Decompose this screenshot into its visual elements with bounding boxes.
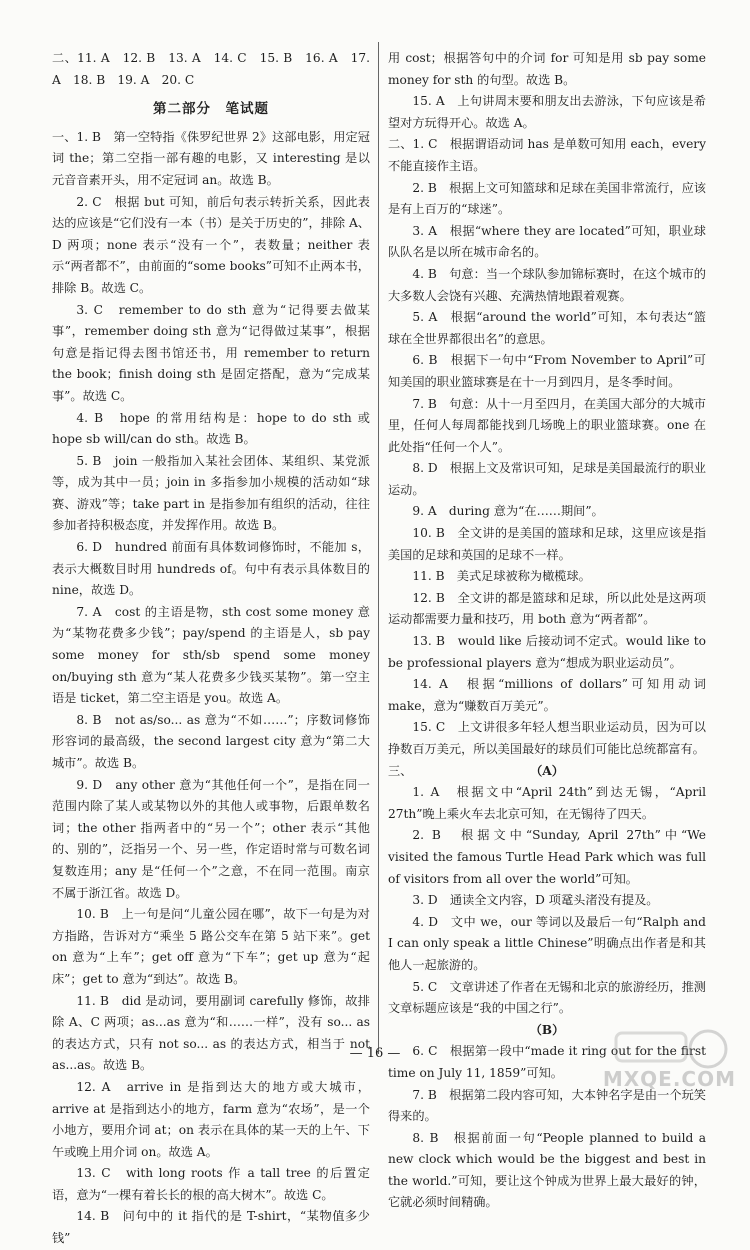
- answer-item: 7. B 句意：从十一月至四月，在美国大部分的大城市里，任何人每周都能找到几场晚上的职业篮球赛。one 在此处指“任何一个人”。: [388, 396, 706, 454]
- answer-item: 14. B 问句中的 it 指代的是 T-shirt，“某物值多少钱”: [52, 1209, 370, 1246]
- answer-item: 10. B 全文讲的是美国的篮球和足球，这里应该是指美国的足球和英国的足球不一样。: [388, 526, 706, 562]
- answer-item: 9. D any other 意为“其他任何一个”，是指在同一范围内除了某人或某物以外的其他人或事物，后跟单数名词；the other 指两者中的“另一个”；other 表示“其他的、别的”，泛指另一个、另一些，作定语时常与可数名词复数连用；any 是“任何一个”之意，不在同一范围。南京不属于浙江省。故选 D。: [52, 777, 370, 900]
- passage-label: （A）: [530, 763, 564, 778]
- answer-item: 2. B 根据文中“Sunday, April 27th”中“We visited the famous Turtle Head Park which was full of visitors from all over the world”可知。: [388, 828, 706, 886]
- page-number: — 16 —: [349, 1046, 401, 1061]
- answer-item: 15. A 上句讲周末要和朋友出去游泳，下句应该是希望对方玩得开心。故选 A。: [388, 94, 706, 130]
- answer-item: 8. B not as/so... as 意为“不如……”；序数词修饰形容词的最高级，the second largest city 意为“第二大城市”。故选 B。: [52, 712, 370, 770]
- answer-item: 二、1. C 根据谓语动词 has 是单数可知用 each，every 不能直接作主语。: [388, 137, 706, 173]
- answer-item: 10. B 上一句是问“儿童公园在哪”，故下一句是为对方指路，告诉对方“乘坐 5 路公交车在第 5 站下来”。get on 意为“上车”；get off 意为“下车”；get up 意为“起床”；get to 意为“到达”。故选 B。: [52, 907, 370, 986]
- answer-item: 7. A cost 的主语是物，sth cost some money 意为“某物花费多少钱”；pay/spend 的主语是人，sb pay some money for sth/sb spend some money on/buying sth 意为“某人花费多少钱买某物”。第一空主语是 ticket，第二空主语是 you。故选 A。: [52, 604, 370, 706]
- answer-item: 3. C remember to do sth 意为“记得要去做某事”，remember doing sth 意为“记得做过某事”，根据句意是指记得去图书馆还书，用 remember to return the book；finish doing sth 是固定搭配，意为“完成某事”。故选 C。: [52, 302, 370, 403]
- answer-item: 5. B join 一般指加入某社会团体、某组织、某党派等，成为其中一员；join in 多指参加小规模的活动如“球赛、游戏”等；take part in 是指参加有组织的活动，往往参加者持积极态度，并发挥作用。故选 B。: [52, 453, 370, 533]
- answer-item: 5. A 根据“around the world”可知，本句表达“篮球在全世界都很出名”的意思。: [388, 310, 706, 346]
- answer-item: 8. D 根据上文及常识可知，足球是美国最流行的职业运动。: [388, 461, 706, 497]
- answer-item: 11. B did 是动词，要用副词 carefully 修饰，故排除 A、C 两项；as...as 意为“和……一样”，没有 so... as 的表达方式，只有 not so... as 的表达方式，相当于 not as...as。故选 B。: [52, 993, 370, 1073]
- section-three-number: 三、: [388, 763, 413, 778]
- answer-item: 14. A 根据“millions of dollars”可知用动词 make，意为“赚数百万美元”。: [388, 677, 706, 713]
- answer-item: 4. B hope 的常用结构是：hope to do sth 或 hope sb will/can do sth。故选 B。: [52, 410, 370, 447]
- section-heading: 第二部分 笔试题: [153, 101, 269, 118]
- answer-item: 7. B 根据第二段内容可知，大本钟名字是由一个玩笑得来的。: [388, 1087, 706, 1124]
- answer-item: 4. B 句意：当一个球队参加锦标赛时，在这个城市的大多数人会饶有兴趣、充满热情地跟着观赛。: [388, 266, 706, 303]
- column-divider: [378, 42, 379, 1054]
- answer-item: 3. A 根据“where they are located”可知，职业球队队名是以所在城市命名的。: [388, 223, 706, 260]
- answer-item: 4. D 文中 we，our 等词以及最后一句“Ralph and I can only speak a little Chinese”明确点出作者是和其他人一起旅游的。: [388, 914, 706, 972]
- section-three-header: [388, 761, 706, 783]
- answer-item: 12. A arrive in 是指到达大的地方或大城市，arrive at 是指到达小的地方，farm 意为“农场”，是一个小地方，要用介词 at；on 表示在具体的某一天的上午、下午或晚上用介词 on。故选 A。: [52, 1079, 370, 1159]
- left-column: [52, 48, 370, 1250]
- answer-item: 一、1. B 第一空特指《侏罗纪世界 2》这部电影，用定冠词 the；第二空指一部有趣的电影，又 interesting 是以元音音素开头，用不定冠词 an。故选 B。: [52, 129, 370, 187]
- answer-item: 6. C 根据第一段中“made it ring out for the first time on July 11, 1859”可知。: [388, 1044, 706, 1080]
- answer-item: 13. B would like 后接动词不定式。would like to be professional players 意为“想成为职业运动员”。: [388, 634, 706, 670]
- passage-label: （B）: [529, 1022, 565, 1037]
- answer-item: 用 cost；根据答句中的介词 for 可知是用 sb pay some money for sth 的句型。故选 B。: [388, 51, 706, 87]
- answer-item: 6. B 根据下一句中“From November to April”可知美国的职业篮球赛是在十一月到四月，是冬季时间。: [388, 353, 706, 389]
- answer-item: 15. C 上文讲很多年轻人想当职业运动员，因为可以挣数百万美元，所以美国最好的球员们可能比总统都富有。: [388, 720, 706, 756]
- answer-item: 3. D 通读全文内容，D 项鼋头渚没有提及。: [412, 893, 659, 908]
- answer-item: 二、11. A 12. B 13. A 14. C 15. B 16. A 17. A 18. B 19. A 20. C: [52, 51, 370, 87]
- answer-item: 2. C 根据 but 可知，前后句表示转折关系，因此表达的应该是“它们没有一本（书）是关于历史的”，排除 A、D 两项；none 表示“没有一个”，表数量；neither 表示“两者都不”，由前面的“some books”可知不止两本书，排除 B。故选 C。: [52, 194, 370, 295]
- answer-item: 9. A during 意为“在……期间”。: [412, 504, 604, 519]
- answer-item: 8. B 根据前面一句“People planned to build a new clock which would be the biggest and best in the world.”可知，要让这个钟成为世界上最大最好的钟，它就必须时间精确。: [388, 1130, 706, 1210]
- answer-item: 12. B 全文讲的都是篮球和足球，所以此处是这两项运动都需要力量和技巧，用 both 意为“两者都”。: [388, 590, 706, 627]
- answer-item: 6. D hundred 前面有具体数词修饰时，不能加 s，表示大概数目时用 hundreds of。句中有表示具体数目的 nine，故选 D。: [52, 540, 370, 598]
- watermark-text: MXQE.COM: [602, 1067, 736, 1091]
- answer-item: 13. C with long roots 作 a tall tree 的后置定语，意为“一棵有着长长的根的高大树木”。故选 C。: [52, 1166, 370, 1202]
- answer-item: 5. C 文章讲述了作者在无锡和北京的旅游经历，推测文章标题应该是“我的中国之行”。: [388, 979, 706, 1016]
- answer-item: 1. A 根据文中“April 24th”到达无锡，“April 27th”晚上乘火车去北京可知，在无锡待了四天。: [388, 785, 706, 821]
- answer-item: 11. B 美式足球被称为橄榄球。: [412, 569, 591, 584]
- answer-item: 2. B 根据上文可知篮球和足球在美国非常流行，应该是有上百万的“球迷”。: [388, 180, 706, 217]
- watermark-logo: [596, 1025, 736, 1091]
